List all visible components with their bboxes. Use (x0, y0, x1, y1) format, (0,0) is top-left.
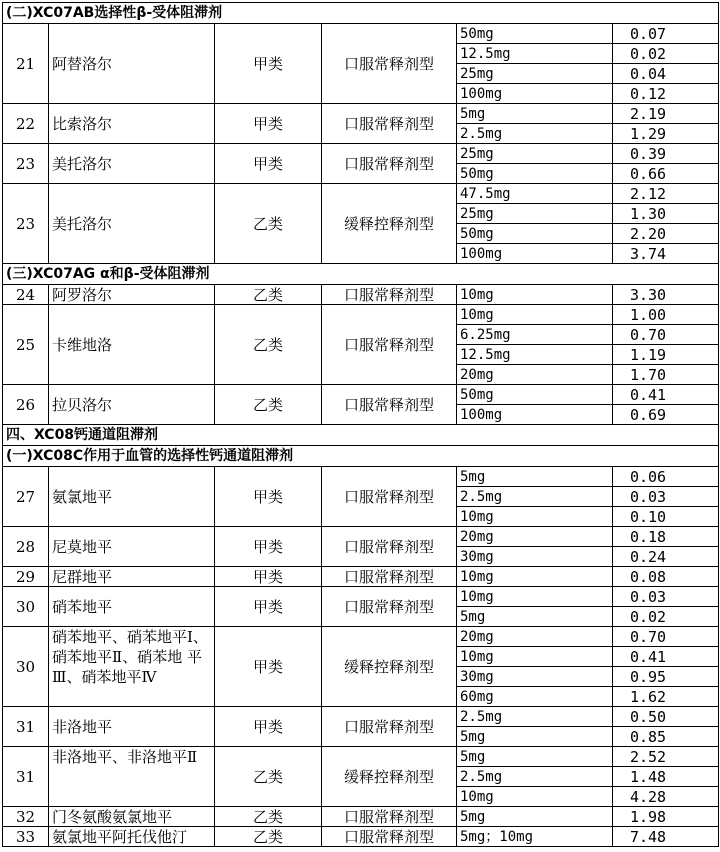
dosage-form: 口服常释剂型 (322, 707, 457, 747)
price-cell: 1.62 (613, 687, 719, 707)
drug-number: 32 (3, 807, 49, 827)
spec-cell: 5mg (457, 104, 613, 124)
price-cell: 0.66 (613, 164, 719, 184)
spec-cell: 5mg (457, 467, 613, 487)
price-cell: 7.48 (613, 827, 719, 847)
spec-cell: 12.5mg (457, 345, 613, 365)
dosage-form: 缓释控释剂型 (322, 747, 457, 807)
drug-name: 门冬氨酸氨氯地平 (49, 807, 215, 827)
price-cell: 2.52 (613, 747, 719, 767)
price-cell: 0.24 (613, 547, 719, 567)
spec-cell: 50mg (457, 385, 613, 405)
spec-cell: 10mg (457, 587, 613, 607)
spec-cell: 47.5mg (457, 184, 613, 204)
spec-cell: 60mg (457, 687, 613, 707)
dosage-form: 口服常释剂型 (322, 144, 457, 184)
drug-class: 乙类 (215, 827, 322, 847)
section-header: (二)XC07AB选择性β-受体阻滞剂 (3, 3, 719, 24)
dosage-form: 口服常释剂型 (322, 527, 457, 567)
price-cell: 0.10 (613, 507, 719, 527)
drug-number: 31 (3, 707, 49, 747)
price-cell: 0.03 (613, 587, 719, 607)
drug-class: 甲类 (215, 587, 322, 627)
price-cell: 1.98 (613, 807, 719, 827)
spec-cell: 25mg (457, 144, 613, 164)
spec-cell: 10mg (457, 567, 613, 587)
drug-number: 26 (3, 385, 49, 425)
drug-name: 硝苯地平、硝苯地平Ⅰ、硝苯地平Ⅱ、硝苯地 平Ⅲ、硝苯地平Ⅳ (49, 627, 215, 707)
drug-class: 甲类 (215, 627, 322, 707)
spec-cell: 5mg (457, 807, 613, 827)
price-cell: 0.85 (613, 727, 719, 747)
table-row (3, 747, 719, 767)
spec-cell: 2.5mg (457, 707, 613, 727)
drug-class: 甲类 (215, 24, 322, 104)
section-header-row (3, 446, 719, 467)
spec-cell: 30mg (457, 667, 613, 687)
drug-class: 甲类 (215, 707, 322, 747)
price-cell: 0.69 (613, 405, 719, 425)
drug-name: 阿罗洛尔 (49, 285, 215, 305)
dosage-form: 口服常释剂型 (322, 385, 457, 425)
drug-number: 33 (3, 827, 49, 847)
drug-class: 甲类 (215, 467, 322, 527)
spec-cell: 25mg (457, 204, 613, 224)
spec-cell: 5mg (457, 747, 613, 767)
section-header-row (3, 264, 719, 285)
table-row (3, 467, 719, 487)
spec-cell: 25mg (457, 64, 613, 84)
spec-cell: 5mg (457, 727, 613, 747)
table-row (3, 567, 719, 587)
drug-class: 甲类 (215, 104, 322, 144)
section-header: (一)XC08C作用于血管的选择性钙通道阻滞剂 (3, 446, 719, 467)
spec-cell: 20mg (457, 527, 613, 547)
spec-cell: 30mg (457, 547, 613, 567)
price-cell: 2.12 (613, 184, 719, 204)
spec-cell: 2.5mg (457, 487, 613, 507)
table-row (3, 627, 719, 647)
drug-name: 非洛地平、非洛地平Ⅱ (49, 747, 215, 807)
drug-class: 乙类 (215, 184, 322, 264)
spec-cell: 100mg (457, 244, 613, 264)
drug-name: 硝苯地平 (49, 587, 215, 627)
drug-number: 30 (3, 627, 49, 707)
table-body (3, 3, 719, 847)
spec-cell: 2.5mg (457, 767, 613, 787)
dosage-form: 缓释控释剂型 (322, 184, 457, 264)
table-row (3, 587, 719, 607)
table-row (3, 305, 719, 325)
price-cell: 0.02 (613, 44, 719, 64)
drug-name: 美托洛尔 (49, 144, 215, 184)
spec-cell: 50mg (457, 224, 613, 244)
drug-number: 27 (3, 467, 49, 527)
drug-name: 氨氯地平 (49, 467, 215, 527)
drug-number: 25 (3, 305, 49, 385)
spec-cell: 100mg (457, 405, 613, 425)
price-cell: 0.04 (613, 64, 719, 84)
price-cell: 2.20 (613, 224, 719, 244)
dosage-form: 口服常释剂型 (322, 827, 457, 847)
table-row (3, 827, 719, 847)
dosage-form: 口服常释剂型 (322, 24, 457, 104)
drug-number: 28 (3, 527, 49, 567)
price-cell: 0.41 (613, 385, 719, 405)
price-cell: 0.08 (613, 567, 719, 587)
drug-number: 21 (3, 24, 49, 104)
drug-name: 尼群地平 (49, 567, 215, 587)
table-row (3, 144, 719, 164)
drug-name: 尼莫地平 (49, 527, 215, 567)
drug-number: 23 (3, 184, 49, 264)
price-cell: 0.95 (613, 667, 719, 687)
table-row (3, 24, 719, 44)
spec-cell: 10mg (457, 305, 613, 325)
dosage-form: 口服常释剂型 (322, 467, 457, 527)
price-cell: 0.02 (613, 607, 719, 627)
spec-cell: 10mg (457, 647, 613, 667)
table-row (3, 104, 719, 124)
spec-cell: 10mg (457, 507, 613, 527)
price-cell: 0.39 (613, 144, 719, 164)
price-cell: 0.70 (613, 627, 719, 647)
drug-class: 乙类 (215, 305, 322, 385)
drug-class: 甲类 (215, 144, 322, 184)
section-header: (三)XC07AG α和β-受体阻滞剂 (3, 264, 719, 285)
drug-name: 美托洛尔 (49, 184, 215, 264)
price-cell: 0.03 (613, 487, 719, 507)
price-cell: 0.06 (613, 467, 719, 487)
price-cell: 0.41 (613, 647, 719, 667)
price-cell: 0.18 (613, 527, 719, 547)
spec-cell: 5mg；10mg (457, 827, 613, 847)
drug-number: 24 (3, 285, 49, 305)
drug-number: 22 (3, 104, 49, 144)
price-cell: 0.70 (613, 325, 719, 345)
price-cell: 1.48 (613, 767, 719, 787)
drug-name: 非洛地平 (49, 707, 215, 747)
dosage-form: 口服常释剂型 (322, 807, 457, 827)
drug-name: 拉贝洛尔 (49, 385, 215, 425)
drug-number: 29 (3, 567, 49, 587)
drug-number: 23 (3, 144, 49, 184)
spec-cell: 50mg (457, 164, 613, 184)
drug-class: 甲类 (215, 567, 322, 587)
drug-number: 30 (3, 587, 49, 627)
spec-cell: 100mg (457, 84, 613, 104)
spec-cell: 2.5mg (457, 124, 613, 144)
drug-class: 乙类 (215, 285, 322, 305)
section-header: 四、XC08钙通道阻滞剂 (3, 425, 719, 446)
drug-name: 比索洛尔 (49, 104, 215, 144)
price-cell: 1.19 (613, 345, 719, 365)
table-row (3, 285, 719, 305)
price-cell: 1.70 (613, 365, 719, 385)
price-cell: 0.07 (613, 24, 719, 44)
drug-name: 氨氯地平阿托伐他汀 (49, 827, 215, 847)
spec-cell: 6.25mg (457, 325, 613, 345)
spec-cell: 12.5mg (457, 44, 613, 64)
table-row (3, 385, 719, 405)
spec-cell: 50mg (457, 24, 613, 44)
spec-cell: 10mg (457, 285, 613, 305)
price-cell: 4.28 (613, 787, 719, 807)
drug-class: 乙类 (215, 747, 322, 807)
table-row (3, 184, 719, 204)
spec-cell: 20mg (457, 365, 613, 385)
drug-number: 31 (3, 747, 49, 807)
dosage-form: 口服常释剂型 (322, 104, 457, 144)
dosage-form: 口服常释剂型 (322, 587, 457, 627)
drug-class: 乙类 (215, 807, 322, 827)
drug-name: 阿替洛尔 (49, 24, 215, 104)
price-cell: 0.12 (613, 84, 719, 104)
dosage-form: 口服常释剂型 (322, 285, 457, 305)
price-cell: 1.30 (613, 204, 719, 224)
spec-cell: 20mg (457, 627, 613, 647)
table-row (3, 807, 719, 827)
table-row (3, 707, 719, 727)
dosage-form: 口服常释剂型 (322, 567, 457, 587)
price-cell: 1.29 (613, 124, 719, 144)
table-row (3, 527, 719, 547)
price-cell: 2.19 (613, 104, 719, 124)
spec-cell: 10mg (457, 787, 613, 807)
dosage-form: 口服常释剂型 (322, 305, 457, 385)
price-cell: 3.74 (613, 244, 719, 264)
drug-name: 卡维地洛 (49, 305, 215, 385)
drug-class: 乙类 (215, 385, 322, 425)
section-header-row (3, 425, 719, 446)
dosage-form: 缓释控释剂型 (322, 627, 457, 707)
drug-price-table (2, 2, 719, 847)
drug-class: 甲类 (215, 527, 322, 567)
price-cell: 3.30 (613, 285, 719, 305)
price-cell: 0.50 (613, 707, 719, 727)
spec-cell: 5mg (457, 607, 613, 627)
price-cell: 1.00 (613, 305, 719, 325)
section-header-row (3, 3, 719, 24)
